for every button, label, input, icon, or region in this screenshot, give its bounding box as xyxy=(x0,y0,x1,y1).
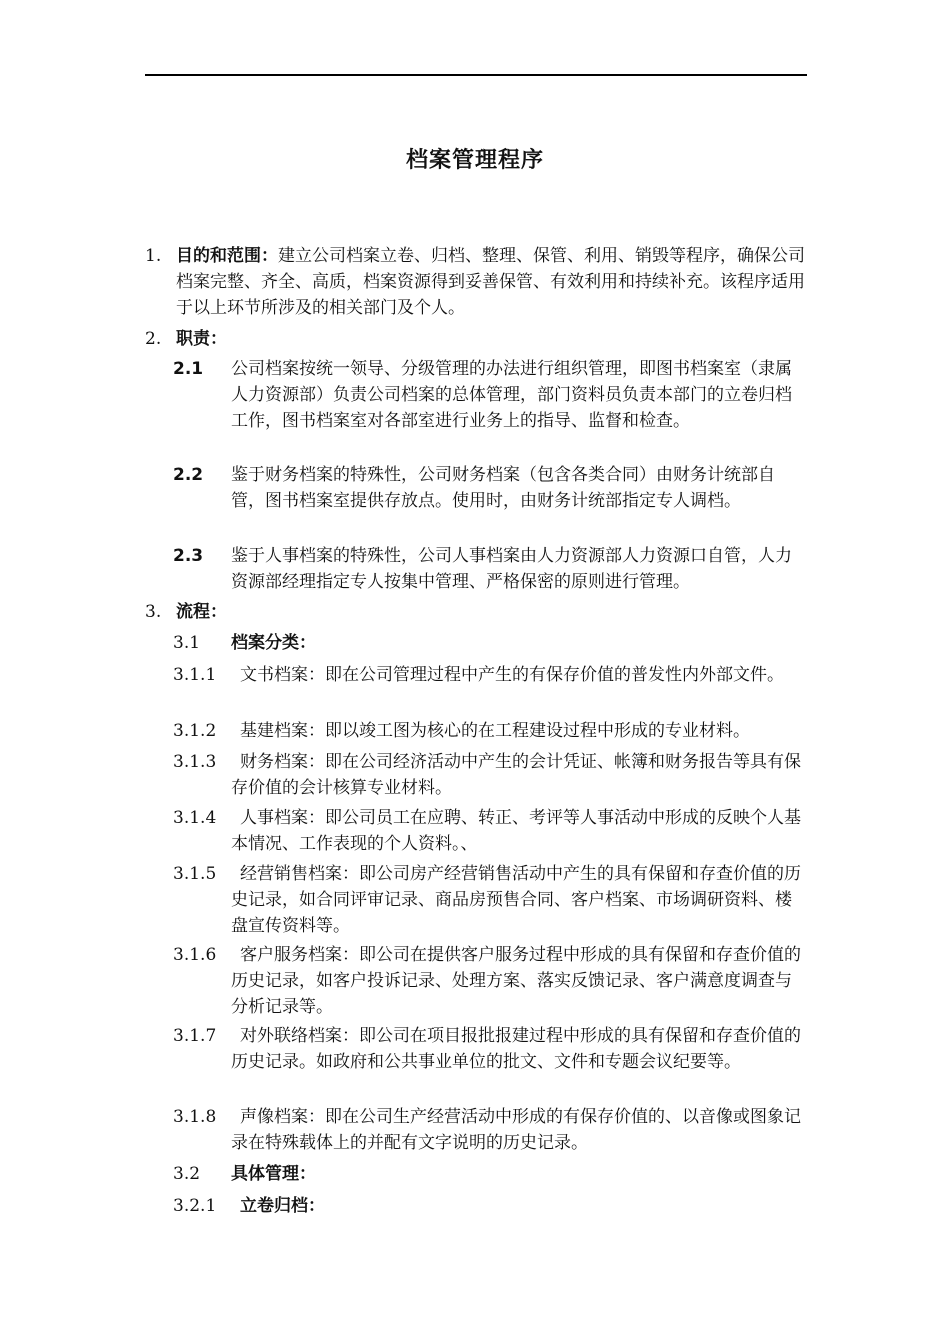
item-text: 客户服务档案：即公司在提供客户服务过程中形成的具有保留和存查价值的历史记录，如客户投诉记录、处理方案、落实反馈记录、客户满意度调查与分析记录等。 xyxy=(231,945,801,1017)
section-label: 职责： xyxy=(176,329,227,349)
item-number: 3.1.2 xyxy=(173,721,217,741)
item-text: 经营销售档案：即公司房产经营销售活动中产生的具有保留和存查价值的历史记录，如合同评审记录、商品房预售合同、客户档案、市场调研资料、楼盘宣传资料等。 xyxy=(231,864,801,936)
item-number: 2.1 xyxy=(173,359,204,379)
item-text: 文书档案：即在公司管理过程中产生的有保存价值的普发性内外部文件。 xyxy=(240,665,784,685)
item-number: 3.1.1 xyxy=(173,665,217,685)
section-number: 2. xyxy=(145,329,162,349)
item-text: 公司档案按统一领导、分级管理的办法进行组织管理，即图书档案室（隶属人力资源部）负责公司档案的总体管理，部门资料员负责本部门的立卷归档工作，图书档案室对各部室进行业务上的指导、监督和检查。 xyxy=(231,359,792,431)
section-number: 1. xyxy=(145,246,162,266)
subsection-label: 立卷归档： xyxy=(240,1196,325,1216)
item-number: 3.1.8 xyxy=(173,1107,217,1127)
header-rule xyxy=(145,74,807,76)
item-number: 3.1.7 xyxy=(173,1026,217,1046)
item-number: 3.1.3 xyxy=(173,752,217,772)
subsection-label: 档案分类： xyxy=(231,633,316,653)
section-label: 目的和范围： xyxy=(176,246,278,266)
item-text: 财务档案：即在公司经济活动中产生的会计凭证、帐簿和财务报告等具有保存价值的会计核算专业材料。 xyxy=(231,752,801,798)
item-text: 鉴于财务档案的特殊性，公司财务档案（包含各类合同）由财务计统部自管，图书档案室提供存放点。使用时，由财务计统部指定专人调档。 xyxy=(231,465,775,511)
section-text: 建立公司档案立卷、归档、整理、保管、利用、销毁等程序，确保公司档案完整、齐全、高质，档案资源得到妥善保管、有效利用和持续补充。该程序适用于以上环节所涉及的相关部门及个人。 xyxy=(176,246,805,318)
subsection-number: 3.2 xyxy=(173,1164,201,1184)
section-label: 流程： xyxy=(176,602,227,622)
section-body xyxy=(176,243,808,321)
item-number: 3.1.5 xyxy=(173,864,217,884)
document-title: 档案管理程序 xyxy=(405,148,544,173)
item-text: 鉴于人事档案的特殊性，公司人事档案由人力资源部人力资源口自管，人力资源部经理指定专人按集中管理、严格保密的原则进行管理。 xyxy=(231,546,792,592)
item-number: 3.1.6 xyxy=(173,945,217,965)
item-number: 2.2 xyxy=(173,465,204,485)
item-text: 人事档案：即公司员工在应聘、转正、考评等人事活动中形成的反映个人基本情况、工作表现的个人资料。、 xyxy=(231,808,801,854)
subsection-label: 具体管理： xyxy=(231,1164,316,1184)
item-text: 对外联络档案：即公司在项目报批报建过程中形成的具有保留和存查价值的历史记录。如政府和公共事业单位的批文、文件和专题会议纪要等。 xyxy=(231,1026,801,1072)
item-number: 2.3 xyxy=(173,546,204,566)
subsection-number: 3.2.1 xyxy=(173,1196,217,1216)
item-text: 声像档案：即在公司生产经营活动中形成的有保存价值的、以音像或图象记录在特殊载体上的并配有文字说明的历史记录。 xyxy=(231,1107,801,1153)
item-number: 3.1.4 xyxy=(173,808,217,828)
subsection-number: 3.1 xyxy=(173,633,201,653)
section-number: 3. xyxy=(145,602,162,622)
item-text: 基建档案：即以竣工图为核心的在工程建设过程中形成的专业材料。 xyxy=(240,721,750,741)
